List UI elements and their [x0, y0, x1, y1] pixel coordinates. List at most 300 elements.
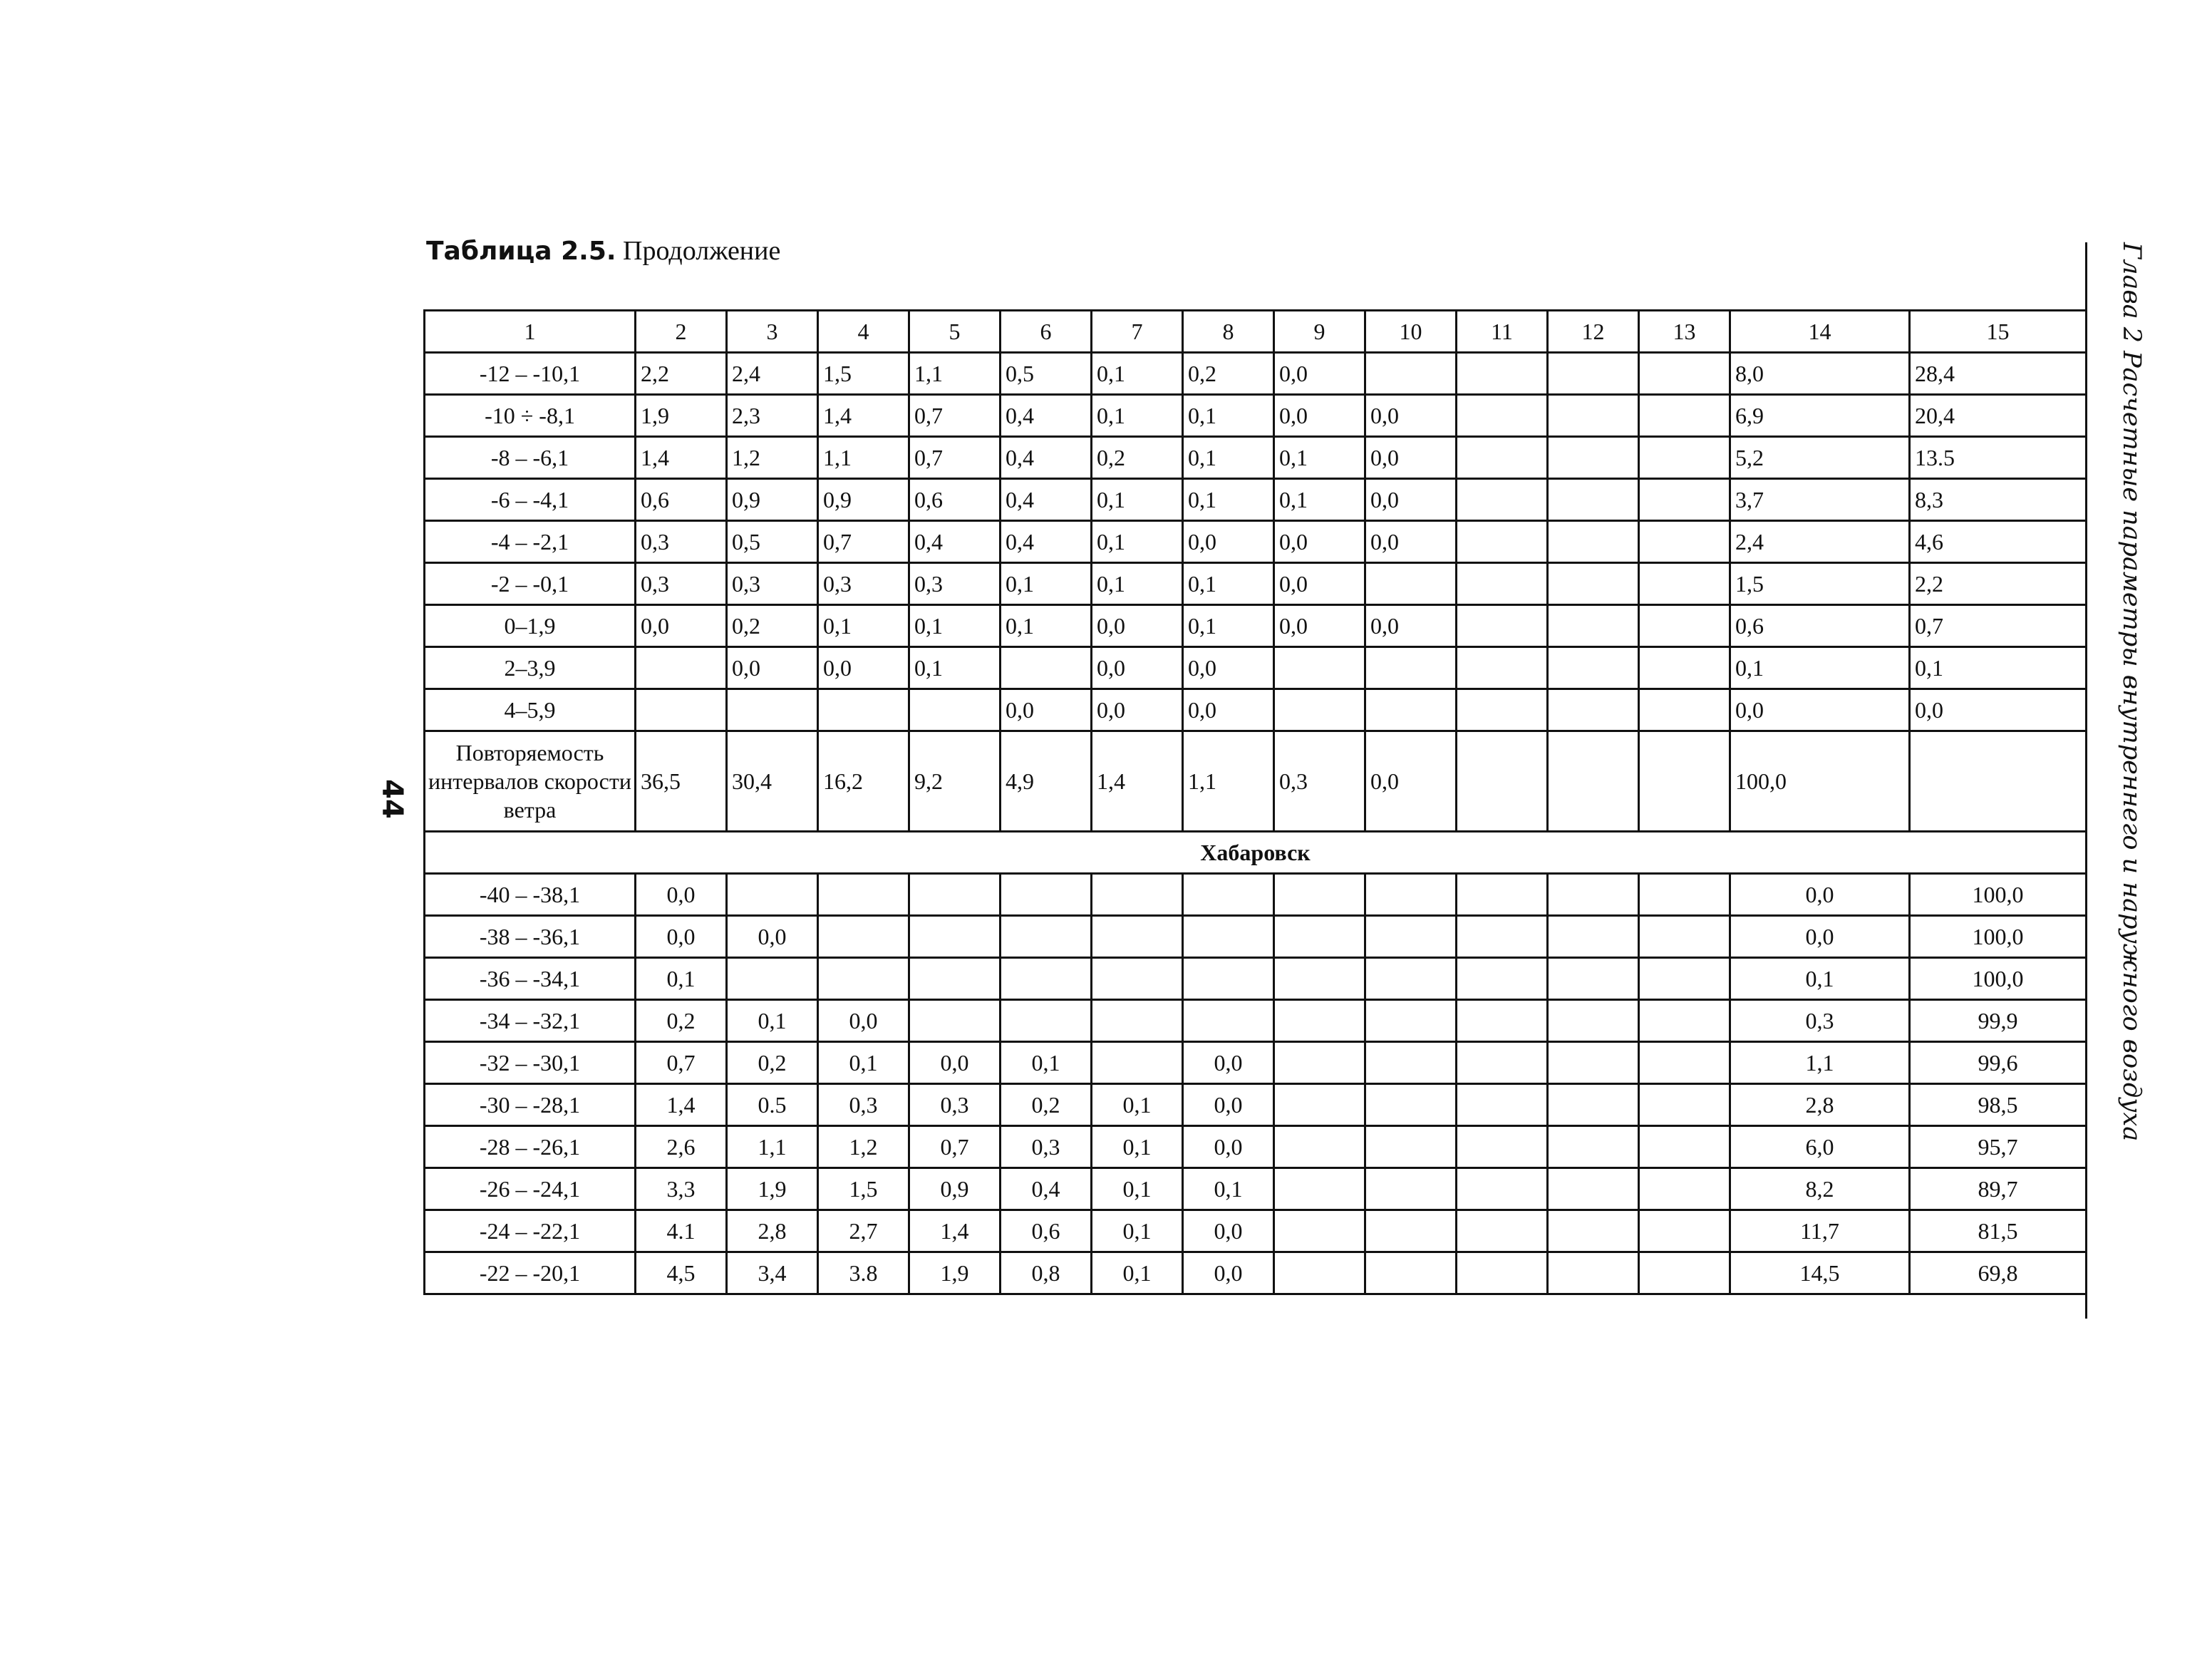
table-cell	[1548, 353, 1639, 395]
table-cell	[1639, 1084, 1730, 1126]
table-cell: 100,0	[1910, 958, 2087, 1000]
table-cell	[1457, 1042, 1548, 1084]
table-cell: 1,1	[909, 353, 1001, 395]
table-cell	[1365, 647, 1457, 689]
table-cell	[1457, 1000, 1548, 1042]
table-cell	[1548, 1210, 1639, 1252]
column-header: 3	[727, 311, 818, 353]
table-cell: 2,2	[636, 353, 727, 395]
column-header: 4	[818, 311, 909, 353]
table-cell	[1457, 605, 1548, 647]
table-cell: 0,4	[1001, 437, 1092, 479]
table-cell	[1548, 874, 1639, 916]
table-cell: 0,1	[727, 1000, 818, 1042]
table-cell: 0,0	[636, 874, 727, 916]
row-label-cell: -32 – -30,1	[425, 1042, 636, 1084]
table-cell: 0,1	[1092, 353, 1183, 395]
table-cell: 100,0	[1730, 731, 1910, 832]
table-cell	[1548, 1042, 1639, 1084]
table-cell	[818, 689, 909, 731]
table-cell	[1548, 647, 1639, 689]
table-row	[425, 958, 2087, 1000]
table-cell: 0,5	[727, 521, 818, 563]
table-cell: 0,7	[818, 521, 909, 563]
table-cell	[1365, 563, 1457, 605]
table-cell	[1365, 1210, 1457, 1252]
table-cell: 0,7	[1910, 605, 2087, 647]
table-cell	[1639, 605, 1730, 647]
table-cell	[1639, 437, 1730, 479]
table-row	[425, 479, 2087, 521]
table-cell: 8,0	[1730, 353, 1910, 395]
table-cell: 0,4	[1001, 479, 1092, 521]
column-header: 1	[425, 311, 636, 353]
table-cell	[1365, 353, 1457, 395]
table-cell	[1274, 1252, 1365, 1294]
table-cell: 0,0	[636, 916, 727, 958]
table-row	[425, 605, 2087, 647]
row-label-cell: -12 – -10,1	[425, 353, 636, 395]
table-cell: 13.5	[1910, 437, 2087, 479]
table-cell: 0,3	[1274, 731, 1365, 832]
row-label-cell: -10 ÷ -8,1	[425, 395, 636, 437]
table-cell	[1274, 916, 1365, 958]
table-cell	[909, 1000, 1001, 1042]
table-header-row	[425, 311, 2087, 353]
table-cell	[1548, 958, 1639, 1000]
table-cell	[1548, 521, 1639, 563]
table-cell	[1274, 647, 1365, 689]
table-cell: 0,5	[1001, 353, 1092, 395]
table-cell: 0,0	[727, 916, 818, 958]
table-cell: 0,4	[1001, 395, 1092, 437]
table-cell: 2,4	[727, 353, 818, 395]
table-cell	[909, 958, 1001, 1000]
table-cell	[1365, 689, 1457, 731]
table-cell: 8,2	[1730, 1168, 1910, 1210]
table-cell	[1365, 1042, 1457, 1084]
table-cell: 2,8	[1730, 1084, 1910, 1126]
table-cell: 0,3	[909, 563, 1001, 605]
row-label-cell: -30 – -28,1	[425, 1084, 636, 1126]
table-cell: 36,5	[636, 731, 727, 832]
table-cell	[1274, 1168, 1365, 1210]
table-cell	[1001, 647, 1092, 689]
table-cell: 0,0	[1365, 437, 1457, 479]
table-cell: 0,1	[1092, 1210, 1183, 1252]
table-cell: 0,1	[1092, 479, 1183, 521]
table-cell: 0,1	[1092, 1126, 1183, 1168]
table-cell	[1457, 1252, 1548, 1294]
table-cell	[1548, 1126, 1639, 1168]
table-cell: 30,4	[727, 731, 818, 832]
table-cell: 2,3	[727, 395, 818, 437]
table-cell: 0,0	[727, 647, 818, 689]
table-cell	[1639, 874, 1730, 916]
table-cell	[1457, 731, 1548, 832]
table-cell	[1548, 395, 1639, 437]
table-cell	[1548, 1000, 1639, 1042]
table-cell	[818, 958, 909, 1000]
table-cell	[1457, 958, 1548, 1000]
table-cell: 0,6	[1001, 1210, 1092, 1252]
row-label-cell: 2–3,9	[425, 647, 636, 689]
table-cell	[1092, 958, 1183, 1000]
table-cell: 2,7	[818, 1210, 909, 1252]
table-cell	[727, 958, 818, 1000]
table-cell	[1639, 1042, 1730, 1084]
table-cell	[1639, 731, 1730, 832]
column-header: 6	[1001, 311, 1092, 353]
table-cell: 1,9	[727, 1168, 818, 1210]
table-cell	[1183, 916, 1274, 958]
table-cell: 3,3	[636, 1168, 727, 1210]
table-cell	[1365, 1168, 1457, 1210]
table-cell	[1092, 1042, 1183, 1084]
table-cell: 0,6	[909, 479, 1001, 521]
table-cell: 0,0	[1730, 916, 1910, 958]
row-label-cell: -28 – -26,1	[425, 1126, 636, 1168]
table-cell	[1365, 1084, 1457, 1126]
table-cell	[1365, 1252, 1457, 1294]
column-header: 2	[636, 311, 727, 353]
table-cell: 11,7	[1730, 1210, 1910, 1252]
table-cell	[1639, 1252, 1730, 1294]
table-caption-number: Таблица 2.5.	[426, 237, 616, 266]
table-cell: 0,1	[1092, 521, 1183, 563]
table-cell	[1092, 916, 1183, 958]
table-cell	[1274, 1042, 1365, 1084]
table-cell: 0,7	[909, 437, 1001, 479]
table-cell: 1,5	[818, 353, 909, 395]
table-cell: 99,6	[1910, 1042, 2087, 1084]
table-cell: 2,8	[727, 1210, 818, 1252]
table-cell: 0,0	[1183, 521, 1274, 563]
table-cell: 0,1	[636, 958, 727, 1000]
table-cell: 0,0	[1183, 647, 1274, 689]
table-cell: 1,2	[818, 1126, 909, 1168]
table-cell: 95,7	[1910, 1126, 2087, 1168]
row-label-cell: Повторяемость интервалов скорости ветра	[425, 731, 636, 832]
table-cell	[1457, 353, 1548, 395]
table-cell	[1639, 563, 1730, 605]
table-cell	[1457, 647, 1548, 689]
table-cell	[1365, 958, 1457, 1000]
table-cell: 0,1	[1092, 563, 1183, 605]
table-row	[425, 1252, 2087, 1294]
column-header: 15	[1910, 311, 2087, 353]
column-header: 13	[1639, 311, 1730, 353]
table-cell: 0,1	[1183, 395, 1274, 437]
table-cell: 0,0	[1274, 563, 1365, 605]
table-cell: 8,3	[1910, 479, 2087, 521]
table-cell: 0.5	[727, 1084, 818, 1126]
table-cell: 100,0	[1910, 916, 2087, 958]
table-cell: 0,0	[818, 1000, 909, 1042]
table-cell	[1639, 647, 1730, 689]
table-cell: 0,1	[909, 605, 1001, 647]
table-cell	[1548, 689, 1639, 731]
table-cell: 0,1	[1183, 479, 1274, 521]
table-cell: 1,4	[636, 437, 727, 479]
table-cell: 0,3	[636, 521, 727, 563]
table-cell	[1457, 479, 1548, 521]
table-cell: 0,0	[1274, 605, 1365, 647]
table-cell	[1548, 563, 1639, 605]
table-cell	[1001, 874, 1092, 916]
table-caption	[426, 235, 780, 267]
table-cell	[1365, 916, 1457, 958]
table-cell: 0,0	[1092, 647, 1183, 689]
row-label-cell: -6 – -4,1	[425, 479, 636, 521]
table-cell	[1457, 563, 1548, 605]
table-cell: 0,1	[1183, 563, 1274, 605]
table-row	[425, 1084, 2087, 1126]
table-cell: 6,9	[1730, 395, 1910, 437]
table-cell: 1,5	[1730, 563, 1910, 605]
city-row	[425, 832, 2087, 874]
table-cell	[1457, 1210, 1548, 1252]
table-cell	[1183, 1000, 1274, 1042]
table-cell: 0,0	[1183, 1084, 1274, 1126]
table-cell: 0,3	[818, 563, 909, 605]
table-row	[425, 874, 2087, 916]
table-cell: 0,0	[818, 647, 909, 689]
table-cell	[1274, 958, 1365, 1000]
table-cell: 0,0	[1365, 521, 1457, 563]
table-cell: 0,4	[1001, 1168, 1092, 1210]
table-cell: 100,0	[1910, 874, 2087, 916]
table-cell	[1639, 1126, 1730, 1168]
table-cell	[909, 689, 1001, 731]
table-cell	[1365, 1000, 1457, 1042]
repeat-row	[425, 731, 2087, 832]
table-cell: 0,0	[1183, 689, 1274, 731]
table-row	[425, 563, 2087, 605]
table-cell	[818, 874, 909, 916]
table-cell	[1548, 916, 1639, 958]
table-cell: 1,2	[727, 437, 818, 479]
table-cell	[1457, 437, 1548, 479]
table-cell	[1639, 1168, 1730, 1210]
table-row	[425, 1042, 2087, 1084]
table-cell	[727, 874, 818, 916]
table-cell: 3,7	[1730, 479, 1910, 521]
table-cell: 89,7	[1910, 1168, 2087, 1210]
table-cell: 0,1	[818, 605, 909, 647]
table-cell	[1365, 874, 1457, 916]
table-cell: 5,2	[1730, 437, 1910, 479]
column-header: 12	[1548, 311, 1639, 353]
table-cell: 0,2	[727, 605, 818, 647]
table-cell	[1274, 1084, 1365, 1126]
table-cell: 3.8	[818, 1252, 909, 1294]
table-cell: 0,1	[1910, 647, 2087, 689]
table-cell: 1,4	[909, 1210, 1001, 1252]
table-cell: 0,2	[1183, 353, 1274, 395]
table-cell: 0,2	[1092, 437, 1183, 479]
table-row	[425, 521, 2087, 563]
table-cell	[1457, 395, 1548, 437]
table-cell	[1548, 1252, 1639, 1294]
table-cell	[1183, 958, 1274, 1000]
column-header: 10	[1365, 311, 1457, 353]
table-cell	[1639, 916, 1730, 958]
table-cell: 0,1	[1092, 1252, 1183, 1294]
table-cell: 0,9	[909, 1168, 1001, 1210]
table-cell: 0,4	[909, 521, 1001, 563]
row-label-cell: -38 – -36,1	[425, 916, 636, 958]
table-cell	[1639, 1210, 1730, 1252]
table-cell: 0,0	[1183, 1126, 1274, 1168]
table-cell: 0,3	[1730, 1000, 1910, 1042]
table-cell	[1639, 1000, 1730, 1042]
table-cell: 0,7	[909, 1126, 1001, 1168]
table-cell: 0,1	[1274, 437, 1365, 479]
table-cell: 0,8	[1001, 1252, 1092, 1294]
table-row	[425, 353, 2087, 395]
table-cell	[636, 647, 727, 689]
table-cell	[1274, 1000, 1365, 1042]
table-cell: 0,0	[1274, 521, 1365, 563]
table-cell	[1092, 1000, 1183, 1042]
table-cell	[1457, 1126, 1548, 1168]
table-cell: 0,1	[1183, 437, 1274, 479]
table-cell: 0,0	[1274, 353, 1365, 395]
table-cell	[1001, 916, 1092, 958]
table-row	[425, 395, 2087, 437]
table-cell: 0,9	[727, 479, 818, 521]
table-cell: 0,1	[1183, 605, 1274, 647]
table-cell	[1274, 689, 1365, 731]
table-cell: 0,3	[909, 1084, 1001, 1126]
table-cell: 0,0	[1001, 689, 1092, 731]
row-label-cell: -36 – -34,1	[425, 958, 636, 1000]
table-cell	[1274, 1126, 1365, 1168]
table-cell: 0,7	[636, 1042, 727, 1084]
row-label-cell: -26 – -24,1	[425, 1168, 636, 1210]
table-cell: 0,0	[1183, 1252, 1274, 1294]
table-row	[425, 1210, 2087, 1252]
table-cell: 0,1	[1092, 1084, 1183, 1126]
table-cell	[1457, 689, 1548, 731]
table-cell: 2,6	[636, 1126, 727, 1168]
table-cell: 0,2	[1001, 1084, 1092, 1126]
table-cell: 99,9	[1910, 1000, 2087, 1042]
table-cell: 1,9	[636, 395, 727, 437]
column-header: 5	[909, 311, 1001, 353]
table-cell: 98,5	[1910, 1084, 2087, 1126]
table-row	[425, 1126, 2087, 1168]
table-row	[425, 1168, 2087, 1210]
table-cell: 1,4	[1092, 731, 1183, 832]
table-cell	[909, 874, 1001, 916]
table-cell: 3,4	[727, 1252, 818, 1294]
table-cell: 0,1	[1730, 647, 1910, 689]
table-cell: 0,1	[1001, 1042, 1092, 1084]
row-label-cell: -4 – -2,1	[425, 521, 636, 563]
table-cell: 28,4	[1910, 353, 2087, 395]
row-label-cell: -34 – -32,1	[425, 1000, 636, 1042]
table-cell: 0,1	[1730, 958, 1910, 1000]
table-cell: 0,0	[1730, 874, 1910, 916]
table-cell: 16,2	[818, 731, 909, 832]
column-header: 14	[1730, 311, 1910, 353]
table-cell	[1274, 1210, 1365, 1252]
table-cell: 2,2	[1910, 563, 2087, 605]
table-cell: 9,2	[909, 731, 1001, 832]
table-cell: 0,3	[636, 563, 727, 605]
table-cell: 0,3	[727, 563, 818, 605]
table-cell	[1092, 874, 1183, 916]
table-cell: 0,0	[1365, 731, 1457, 832]
table-cell: 0,3	[818, 1084, 909, 1126]
table-cell	[727, 689, 818, 731]
table-cell	[636, 689, 727, 731]
row-label-cell: -8 – -6,1	[425, 437, 636, 479]
table-cell: 4,5	[636, 1252, 727, 1294]
table-cell: 0,1	[1092, 395, 1183, 437]
table-cell: 2,4	[1730, 521, 1910, 563]
table-cell: 0,1	[909, 647, 1001, 689]
table-cell	[1001, 1000, 1092, 1042]
table-cell: 0,0	[1365, 479, 1457, 521]
table-cell	[1365, 1126, 1457, 1168]
table-cell	[1639, 353, 1730, 395]
table-cell: 0,0	[1365, 605, 1457, 647]
table-cell: 0,0	[1730, 689, 1910, 731]
table-cell	[1910, 731, 2087, 832]
table-cell	[1639, 479, 1730, 521]
table-row	[425, 647, 2087, 689]
table-cell	[1457, 916, 1548, 958]
column-header: 9	[1274, 311, 1365, 353]
table-cell: 0,6	[1730, 605, 1910, 647]
table-cell: 0,0	[1910, 689, 2087, 731]
table-row	[425, 916, 2087, 958]
table-cell: 0,0	[909, 1042, 1001, 1084]
table-cell: 0,0	[1183, 1042, 1274, 1084]
table-cell: 0,0	[1183, 1210, 1274, 1252]
table-cell: 0,1	[818, 1042, 909, 1084]
table-cell: 1,9	[909, 1252, 1001, 1294]
running-head: Глава 2 Расчетные параметры внутреннего и наружного воздуха	[2117, 242, 2146, 1142]
row-label-cell: 0–1,9	[425, 605, 636, 647]
city-heading: Хабаровск	[425, 832, 2087, 874]
column-header: 11	[1457, 311, 1548, 353]
table-cell	[1457, 874, 1548, 916]
table-cell: 0,1	[1183, 1168, 1274, 1210]
row-label-cell: -22 – -20,1	[425, 1252, 636, 1294]
table-cell: 0,0	[636, 605, 727, 647]
column-header: 7	[1092, 311, 1183, 353]
table-cell: 0,0	[1092, 689, 1183, 731]
table-cell: 0,1	[1092, 1168, 1183, 1210]
table-cell: 4,6	[1910, 521, 2087, 563]
table-cell: 0,0	[1092, 605, 1183, 647]
table-cell	[1183, 874, 1274, 916]
table-cell: 1,1	[1730, 1042, 1910, 1084]
table-cell	[1548, 605, 1639, 647]
data-table	[423, 309, 2087, 1295]
row-label-cell: -2 – -0,1	[425, 563, 636, 605]
table-cell	[1457, 521, 1548, 563]
table-cell	[1548, 1084, 1639, 1126]
table-cell: 6,0	[1730, 1126, 1910, 1168]
column-header: 8	[1183, 311, 1274, 353]
table-cell	[1274, 874, 1365, 916]
table-row	[425, 689, 2087, 731]
